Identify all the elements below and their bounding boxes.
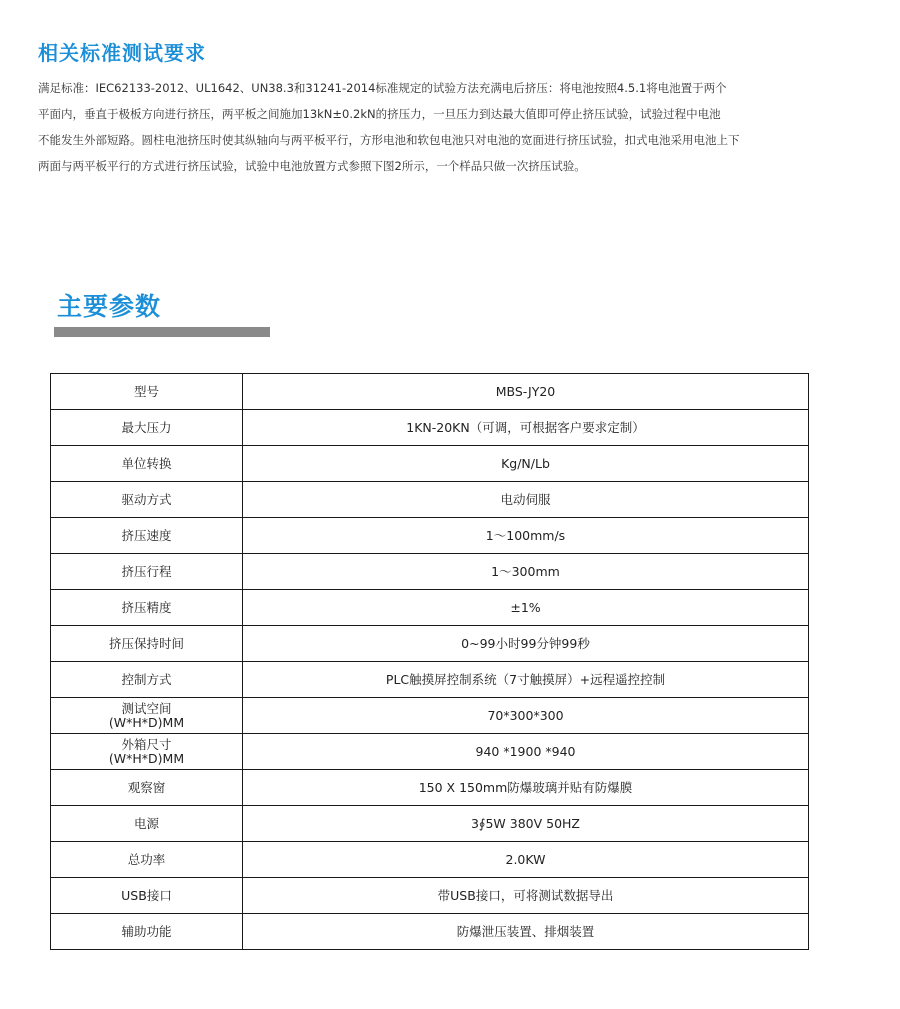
- spec-label-line2: (W*H*D)MM: [108, 714, 185, 730]
- spec-label: 最大压力: [51, 410, 243, 446]
- spec-value: 940 *1900 *940: [243, 734, 809, 770]
- section-underline-bar: [54, 327, 270, 337]
- spec-label: 挤压速度: [51, 518, 243, 554]
- spec-label-line1: 外箱尺寸: [121, 736, 172, 752]
- spec-label: USB接口: [51, 878, 243, 914]
- spec-label: 辅助功能: [51, 914, 243, 950]
- spec-label: [51, 698, 243, 734]
- spec-value: MBS-JY20: [243, 374, 809, 410]
- spec-value: 带USB接口，可将测试数据导出: [243, 878, 809, 914]
- table-row: [51, 734, 809, 770]
- spec-label: 驱动方式: [51, 482, 243, 518]
- spec-label: 挤压行程: [51, 554, 243, 590]
- table-row: [51, 878, 809, 914]
- table-row: [51, 554, 809, 590]
- paragraph-line: 两面与两平板平行的方式进行挤压试验，试验中电池放置方式参照下图2所示，一个样品只做一次挤压试验。: [38, 159, 586, 173]
- spec-value: 3∮5W 380V 50HZ: [243, 806, 809, 842]
- table-row: [51, 770, 809, 806]
- spec-value: 150 X 150mm防爆玻璃并贴有防爆膜: [243, 770, 809, 806]
- table-row: [51, 482, 809, 518]
- table-row: [51, 806, 809, 842]
- spec-value: 1～300mm: [243, 554, 809, 590]
- spec-label: 单位转换: [51, 446, 243, 482]
- spec-label-line2: (W*H*D)MM: [108, 750, 185, 766]
- paragraph-line: 平面内，垂直于极板方向进行挤压，两平板之间施加13kN±0.2kN的挤压力，一旦压力到达最大值即可停止挤压试验，试验过程中电池: [38, 107, 721, 121]
- spec-label: 挤压精度: [51, 590, 243, 626]
- spec-value: Kg/N/Lb: [243, 446, 809, 482]
- table-row: [51, 626, 809, 662]
- paragraph-line: 不能发生外部短路。圆柱电池挤压时使其纵轴向与两平板平行，方形电池和软包电池只对电池的宽面进行挤压试验，扣式电池采用电池上下: [38, 133, 740, 147]
- spec-value: 2.0KW: [243, 842, 809, 878]
- spec-table: [50, 373, 809, 950]
- spec-label: 控制方式: [51, 662, 243, 698]
- spec-label: [51, 734, 243, 770]
- table-row: [51, 374, 809, 410]
- spec-value: 防爆泄压装置、排烟装置: [243, 914, 809, 950]
- spec-label-line1: 测试空间: [121, 700, 172, 716]
- table-row: [51, 662, 809, 698]
- spec-value: ±1%: [243, 590, 809, 626]
- spec-label: 挤压保持时间: [51, 626, 243, 662]
- spec-value: 0~99小时99分钟99秒: [243, 626, 809, 662]
- spec-value: 1～100mm/s: [243, 518, 809, 554]
- paragraph-line: 满足标准：IEC62133-2012、UL1642、UN38.3和31241-2014标准规定的试验方法充满电后挤压：将电池按照4.5.1将电池置于两个: [38, 81, 727, 95]
- standards-paragraph: [38, 75, 878, 179]
- spec-value: 1KN-20KN（可调，可根据客户要求定制）: [243, 410, 809, 446]
- spec-value: PLC触摸屏控制系统（7寸触摸屏）+远程遥控控制: [243, 662, 809, 698]
- section-title-standards: 相关标准测试要求: [38, 41, 206, 65]
- table-row: [51, 446, 809, 482]
- spec-value: 电动伺服: [243, 482, 809, 518]
- table-row: [51, 698, 809, 734]
- spec-label: 型号: [51, 374, 243, 410]
- table-row: [51, 410, 809, 446]
- spec-value: 70*300*300: [243, 698, 809, 734]
- table-row: [51, 914, 809, 950]
- section-title-main-params: 主要参数: [57, 292, 162, 321]
- table-row: [51, 842, 809, 878]
- table-row: [51, 518, 809, 554]
- spec-label: 电源: [51, 806, 243, 842]
- table-row: [51, 590, 809, 626]
- spec-label: 总功率: [51, 842, 243, 878]
- spec-label: 观察窗: [51, 770, 243, 806]
